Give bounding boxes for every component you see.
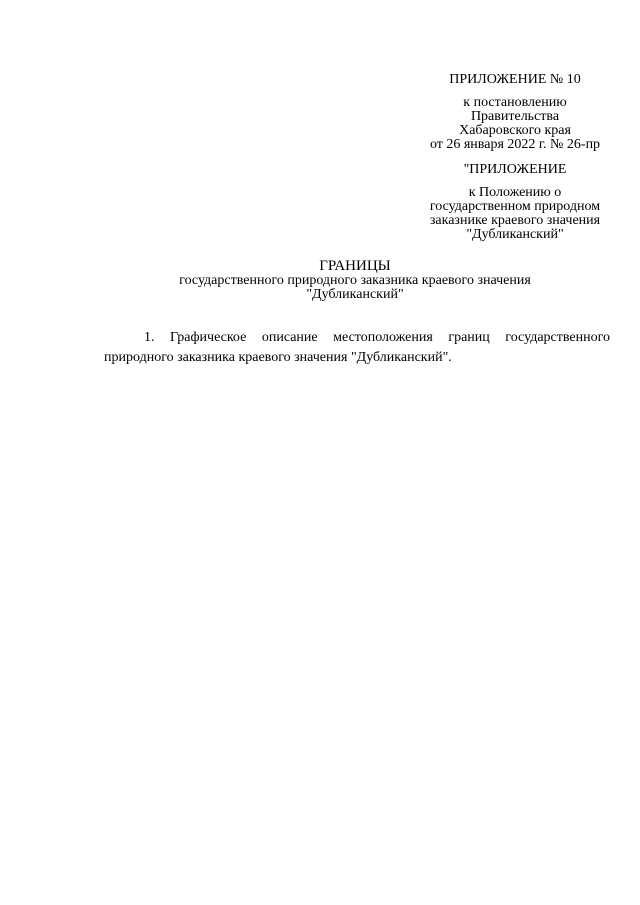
document-heading: [100, 258, 610, 302]
heading-title: ГРАНИЦЫ: [319, 258, 391, 274]
original-appendix-line: "Дубликанский": [466, 227, 564, 242]
body-paragraph: [104, 328, 610, 368]
heading-line: государственного природного заказника краевого значения: [179, 273, 531, 288]
appendix-line: от 26 января 2022 г. № 26-пр: [429, 137, 601, 152]
paragraph-line: 1. Графическое описание местоположения границ государственного: [144, 330, 610, 345]
heading-line: "Дубликанский": [306, 287, 404, 302]
original-appendix-title: "ПРИЛОЖЕНИЕ: [463, 162, 567, 177]
appendix-header: [400, 73, 630, 152]
appendix-line: к постановлению: [463, 95, 567, 110]
original-appendix-header: [400, 163, 630, 242]
appendix-title: ПРИЛОЖЕНИЕ № 10: [449, 72, 581, 87]
original-appendix-line: государственном природном: [429, 199, 601, 214]
original-appendix-line: заказнике краевого значения: [429, 213, 601, 228]
appendix-line: Хабаровского края: [459, 123, 571, 138]
appendix-line: Правительства: [470, 109, 560, 124]
paragraph-line: природного заказника краевого значения "Дубликанский".: [104, 350, 452, 365]
original-appendix-line: к Положению о: [468, 185, 562, 200]
